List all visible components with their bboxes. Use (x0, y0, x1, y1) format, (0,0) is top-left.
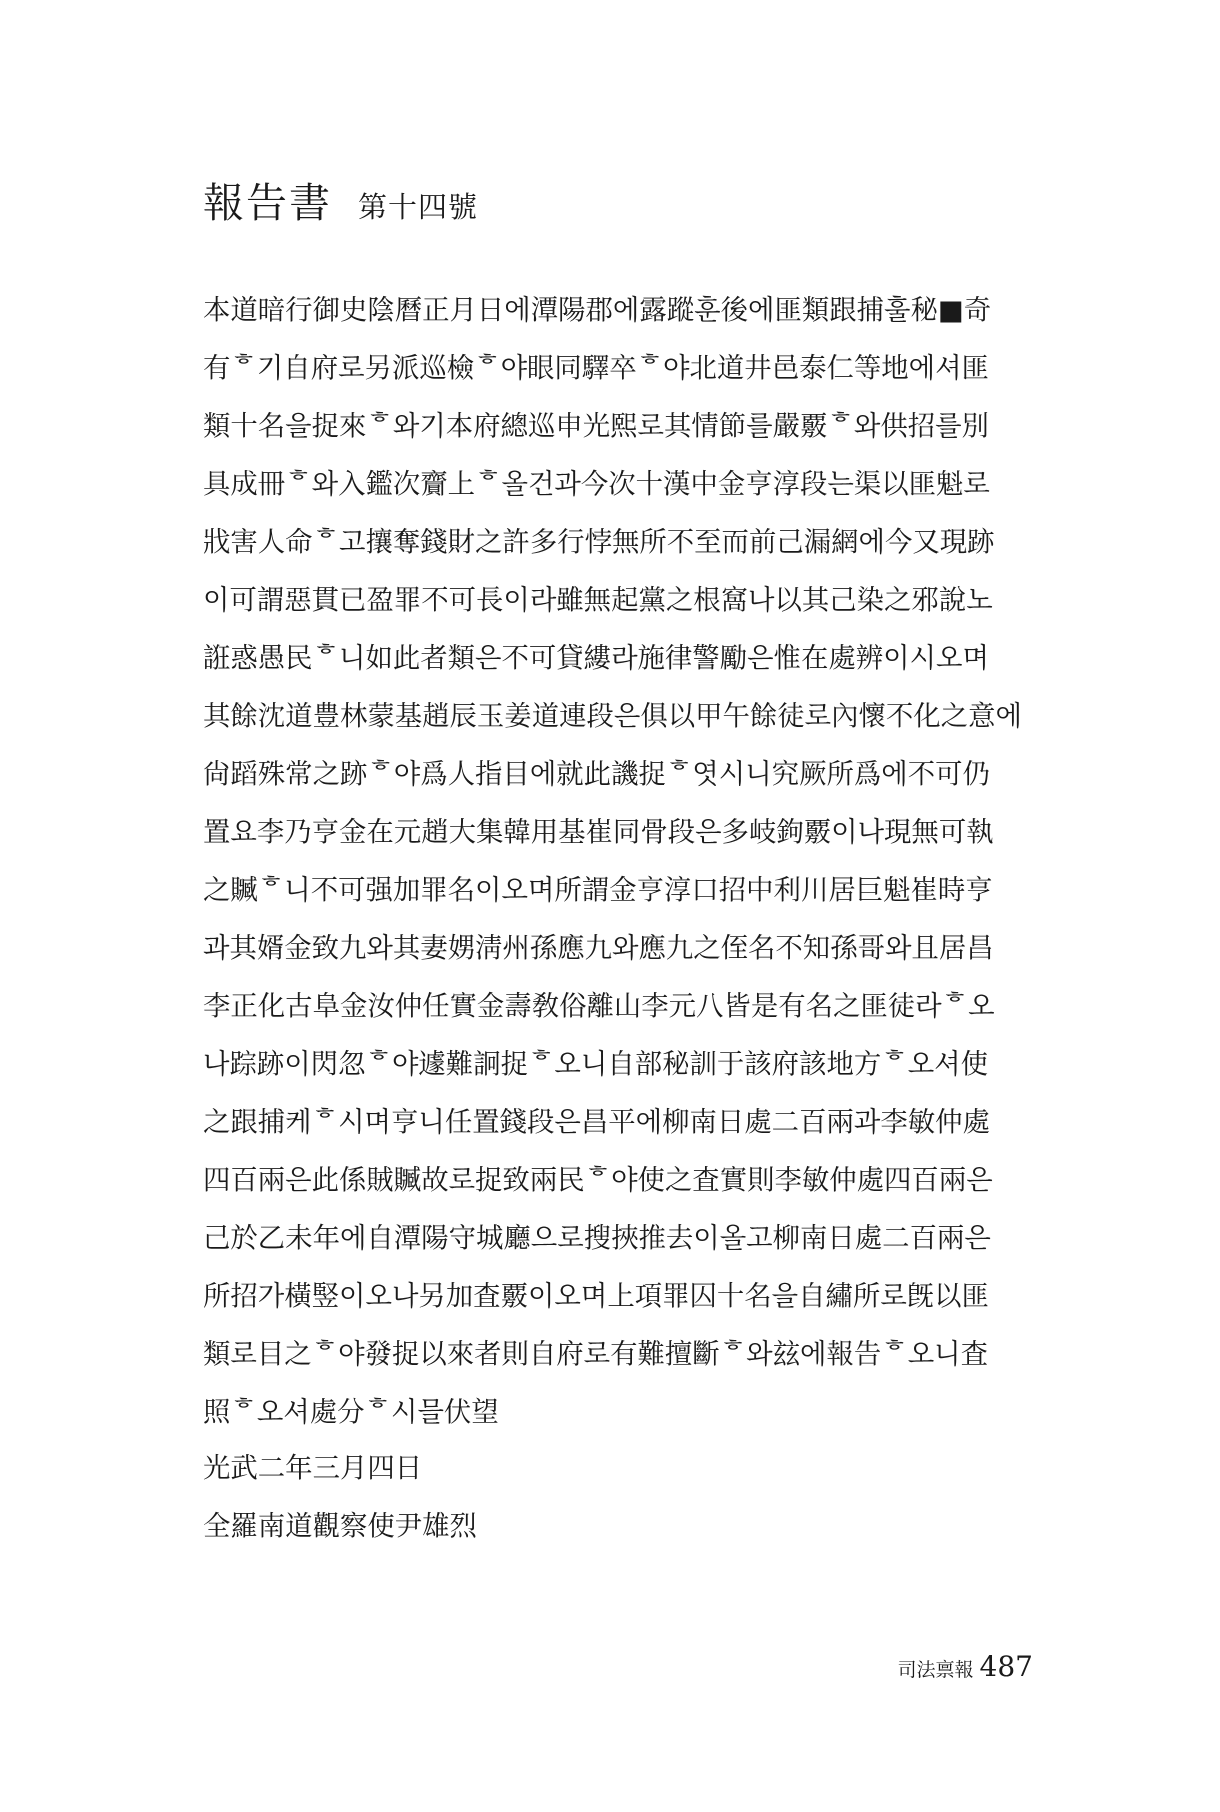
report-signatory: 全羅南道觀察使尹雄烈 (203, 1511, 477, 1542)
report-closing (203, 1440, 477, 1556)
body-line: 照ᄒ오셔處分ᄒ시믈伏望 (203, 1397, 499, 1428)
document-number: 第十四號 (358, 190, 479, 224)
body-line: 本道暗行御史陰曆正月日에潭陽郡에露蹤훈後에匪類跟捕훌秘■奇 (203, 295, 992, 326)
body-line: 之贓ᄒ니不可强加罪名이오며所謂金亨淳口招中利川居巨魁崔時亨 (203, 875, 993, 906)
body-line: 己於乙未年에自潭陽守城廳으로搜挾推去이올고柳南日處二百兩은 (203, 1223, 991, 1254)
body-line: 四百兩은此係賊贓故로捉致兩民ᄒ야使之査實則李敏仲處四百兩은 (203, 1165, 993, 1196)
body-line: 과其婿金致九와其妻娚淸州孫應九와應九之侄名不知孫哥와且居昌 (203, 933, 994, 964)
body-line: 所招가橫竪이오나另加査覈이오며上項罪囚十名을自繡所로旣以匪 (203, 1281, 989, 1312)
document-header (203, 170, 478, 229)
body-line: 類十名을捉來ᄒ와기本府總巡申光熙로其情節를嚴覈ᄒ와供招를別 (203, 411, 989, 442)
body-line: 其餘沈道豊林蒙基趙辰玉姜道連段은俱以甲午餘徒로內懷不化之意에 (203, 701, 1022, 732)
body-line: 이可謂惡貫已盈罪不可長이라雖無起黨之根窩나以其己染之邪說노 (203, 585, 993, 616)
body-line: 誑惑愚民ᄒ니如此者類은不可貸縷라施律警勵은惟在處辨이시오며 (203, 643, 989, 674)
document-title: 報告書 (203, 179, 332, 227)
report-date: 光武二年三月四日 (203, 1453, 423, 1484)
page-number: 487 (979, 1650, 1033, 1683)
body-line: 有ᄒ기自府로另派巡檢ᄒ야眼同驛卒ᄒ야北道井邑泰仁等地에셔匪 (203, 353, 989, 384)
footer-source-title: 司法禀報 (897, 1659, 974, 1681)
body-line: 尙蹈殊常之跡ᄒ야爲人指目에就此譏捉ᄒ엿시니究厥所爲에不可仍 (203, 759, 990, 790)
body-line: 具成冊ᄒ와入鑑次齎上ᄒ올건과今次十漢中金亨淳段는渠以匪魁로 (203, 469, 990, 500)
page-footer (898, 1650, 1033, 1683)
body-line: 李正化古阜金汝仲任實金壽敎俗離山李元八皆是有名之匪徒라ᄒ오 (203, 991, 995, 1022)
body-line: 戕害人命ᄒ고攘奪錢財之許多行悖無所不至而前己漏網에今又現跡 (203, 527, 995, 558)
body-line: 類로目之ᄒ야發捉以來者則自府로有難擅斷ᄒ와玆에報告ᄒ오니査 (203, 1339, 989, 1370)
body-line: 之跟捕케ᄒ시며亨니任置錢段은昌平에柳南日處二百兩과李敏仲處 (203, 1107, 990, 1138)
report-body (203, 282, 1033, 1442)
body-line: 나踪跡이閃忽ᄒ야遽難詗捉ᄒ오니自部秘訓于該府該地方ᄒ오셔使 (203, 1049, 989, 1080)
body-line: 置요李乃亨金在元趙大集韓用基崔同骨段은多岐鉤覈이나現無可執 (203, 817, 994, 848)
